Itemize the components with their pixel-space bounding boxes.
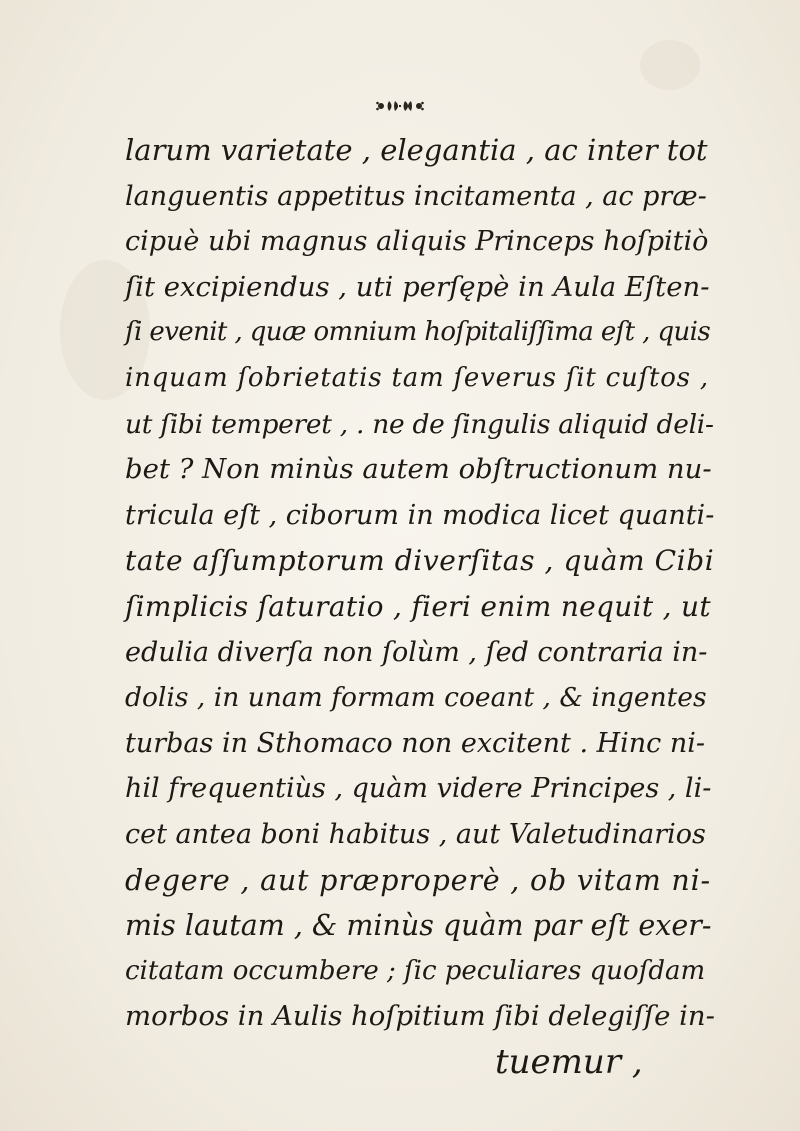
paper-stain (640, 40, 700, 90)
printer-ornament-icon (375, 98, 425, 114)
text-line: ſi evenit , quæ omnium hoſpitaliſſima eſt , quis (125, 317, 711, 348)
text-line: morbos in Aulis hoſpitium ſibi delegiſſe in- (125, 1000, 715, 1033)
text-line: citatam occumbere ; ſic peculiares quoſdam (125, 955, 706, 986)
text-line: edulia diverſa non ſolùm , ſed contraria in- (125, 636, 708, 668)
main-text (125, 128, 715, 1085)
text-line: cipuè ubi magnus aliquis Princeps hoſpitiò (125, 226, 709, 258)
text-line: tricula eſt , ciborum in modica licet quanti- (125, 499, 715, 531)
text-line: dolis , in unam formam coeant , & ingentes (125, 682, 707, 714)
text-line: larum varietate , elegantia , ac inter tot (125, 133, 708, 167)
text-line: bet ? Non minùs autem obſtructionum nu- (125, 453, 712, 486)
text-line: ſit excipiendus , uti perſępè in Aula Eſten- (125, 270, 710, 303)
text-line: degere , aut præproperè , ob vitam ni- (125, 863, 711, 897)
text-line: hil frequentiùs , quàm videre Principes , li- (125, 773, 712, 805)
text-line: ut ſibi temperet , . ne de ſingulis aliquid deli- (125, 408, 714, 440)
text-line: languentis appetitus incitamenta , ac præ- (125, 180, 707, 212)
catchword: tuemur , (495, 1041, 643, 1082)
text-line: ſimplicis ſaturatio , fieri enim nequit , ut (125, 589, 711, 623)
text-line: cet antea boni habitus , aut Valetudinarios (125, 818, 706, 850)
text-line: turbas in Sthomaco non excitent . Hinc ni- (125, 727, 706, 759)
text-line: inquam ſobrietatis tam ſeverus ſit cuſtos , (125, 362, 709, 393)
text-line: mis lautam , & minùs quàm par eſt exer- (125, 909, 712, 943)
text-line: tate aſſumptorum diverſitas , quàm Cibi (125, 544, 715, 578)
